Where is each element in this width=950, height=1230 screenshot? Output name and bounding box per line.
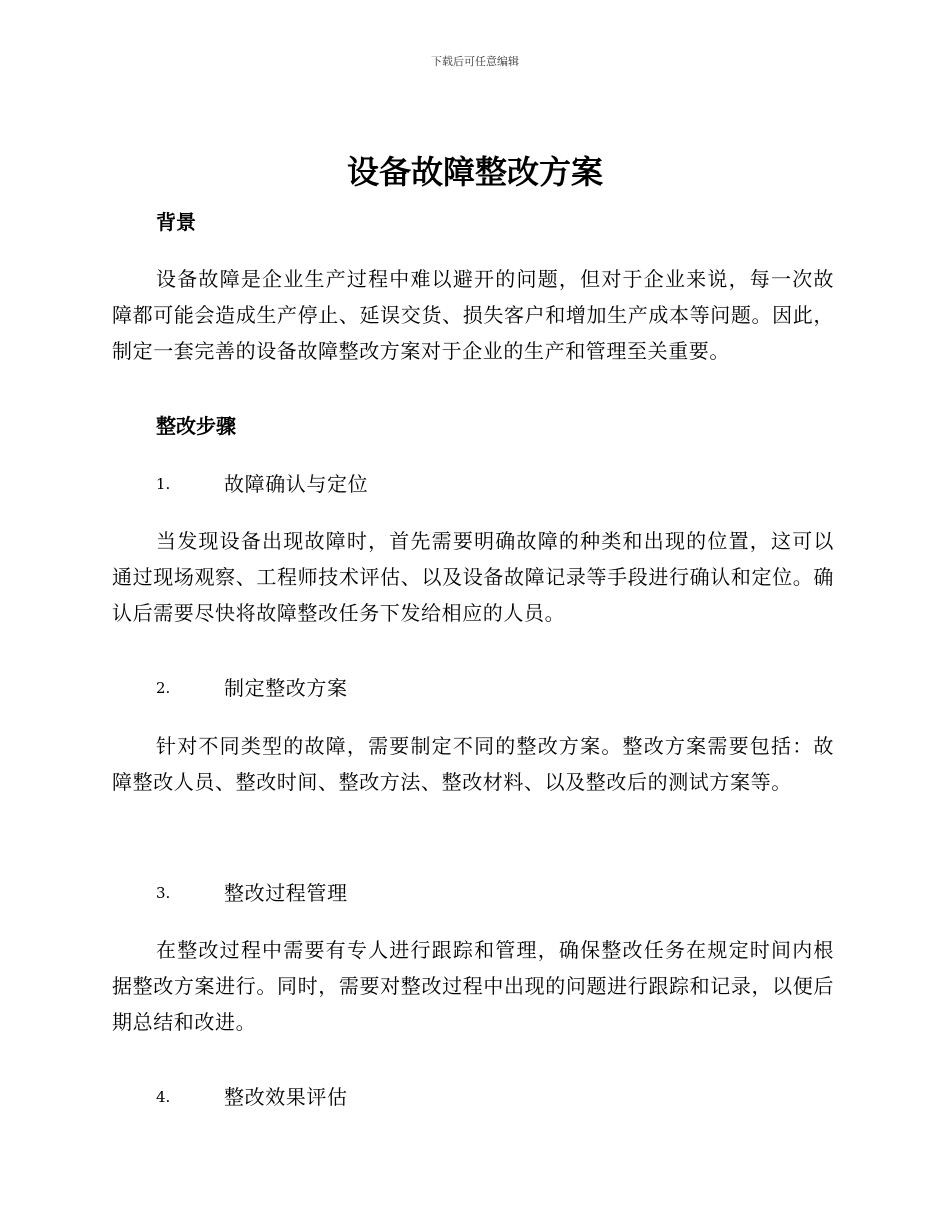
header-note: 下载后可任意编辑 [431, 55, 519, 68]
step-2-paragraph: 针对不同类型的故障，需要制定不同的整改方案。整改方案需要包括：故障整改人员、整改时间、整改方法、整改材料、以及整改后的测试方案等。 [112, 734, 834, 794]
step-number: 2. [156, 679, 171, 697]
step-3-paragraph: 在整改过程中需要有专人进行跟踪和管理，确保整改任务在规定时间内根据整改方案进行。同时，需要对整改过程中出现的问题进行跟踪和记录，以便后期总结和改进。 [112, 938, 834, 1034]
step-label: 故障确认与定位 [224, 472, 369, 496]
section-heading-background: 背景 [156, 210, 196, 234]
step-number: 1. [156, 475, 171, 493]
section-heading-steps: 整改步骤 [156, 414, 236, 438]
document-title: 设备故障整改方案 [346, 153, 603, 191]
step-number: 3. [156, 884, 171, 902]
step-number: 4. [156, 1088, 171, 1106]
step-label: 制定整改方案 [224, 676, 348, 700]
step-label: 整改过程管理 [224, 881, 348, 905]
step-1-paragraph: 当发现设备出现故障时，首先需要明确故障的种类和出现的位置，这可以通过现场观察、工程师技术评估、以及设备故障记录等手段进行确认和定位。确认后需要尽快将故障整改任务下发给相应的人员。 [112, 529, 834, 625]
background-paragraph: 设备故障是企业生产过程中难以避开的问题，但对于企业来说，每一次故障都可能会造成生产停止、延误交货、损失客户和增加生产成本等问题。因此，制定一套完善的设备故障整改方案对于企业的生产和管理至关重要。 [112, 267, 834, 363]
step-label: 整改效果评估 [224, 1085, 348, 1109]
